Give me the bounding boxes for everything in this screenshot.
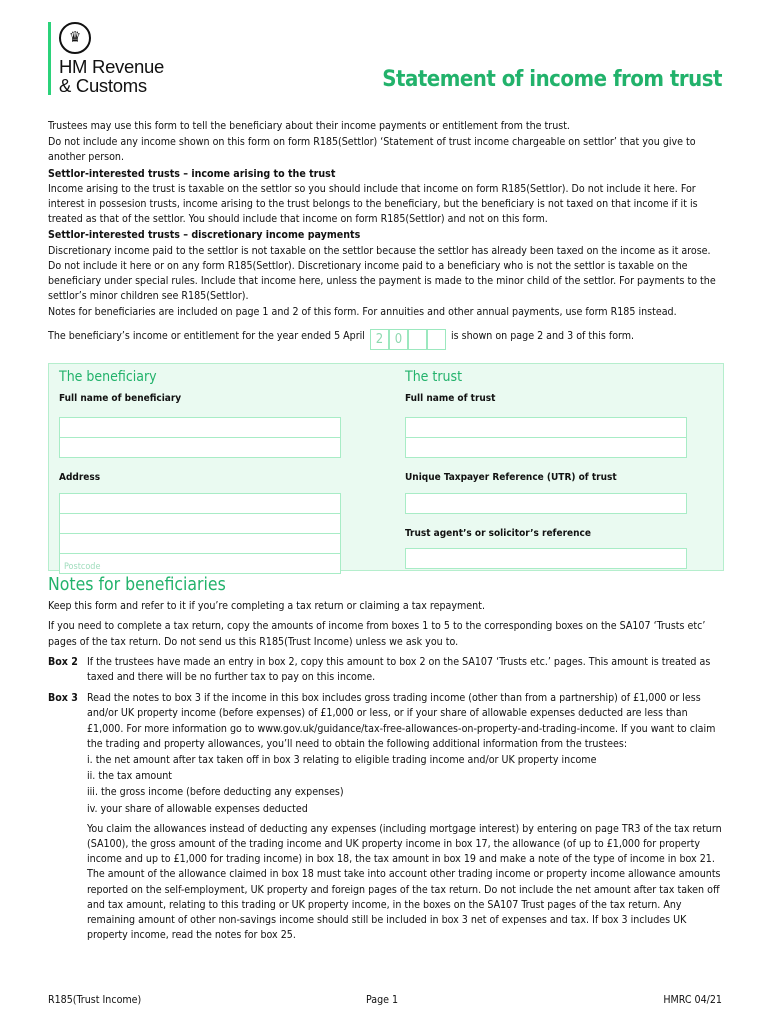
logo-line2: & Customs bbox=[59, 75, 147, 96]
address-label: Address bbox=[59, 472, 101, 484]
section-text: Income arising to the trust is taxable on the settlor so you should include that income on form R185(Settlor). Do not include it here. For interest in possesion trusts, income arising to the trust belongs to the beneficiary, but the beneficiary is not taxed on that income if it is treated as that of the settlor. You should include that income on form R185(Settlor) and not on this form. bbox=[48, 182, 698, 226]
trust-name-label: Full name of trust bbox=[405, 393, 496, 405]
section-heading: Settlor-interested trusts – discretionary income payments bbox=[48, 229, 361, 242]
list-item: ii. the tax amount bbox=[87, 770, 173, 783]
year-digit[interactable] bbox=[408, 329, 427, 350]
address-field[interactable] bbox=[59, 533, 341, 554]
year-digit[interactable]: 2 bbox=[370, 329, 389, 350]
year-digit[interactable] bbox=[427, 329, 446, 350]
notes-section bbox=[48, 575, 724, 944]
box2-note bbox=[48, 655, 724, 686]
list-item: i. the net amount after tax taken off in box 3 relating to eligible trading income and/or UK property income bbox=[87, 754, 597, 767]
trust-column bbox=[405, 370, 687, 569]
trust-name-field[interactable] bbox=[405, 417, 687, 438]
intro-text: Do not include any income shown on this form on form R185(Settlor) ‘Statement of trust income chargeable on settlor’ that you give to another person. bbox=[48, 136, 696, 164]
beneficiary-heading: The beneficiary bbox=[59, 369, 157, 385]
box3-label: Box 3 bbox=[48, 692, 78, 705]
crown-icon: ♛ bbox=[59, 22, 91, 54]
form-reference: R185(Trust Income) bbox=[48, 994, 142, 1006]
beneficiary-name-field[interactable] bbox=[59, 437, 341, 458]
page-number: Page 1 bbox=[366, 994, 399, 1006]
section-text: Discretionary income paid to the settlor is not taxable on the settlor because the settlor has already been taxed on the income as it arose. Do not include it here or on any form R185(Settlor). Discretionary income paid to a beneficiary who is not the settlor is taxable on the beneficiary under special rules. Include that income here, unless the payment is made to the minor child of the settlor. For payments to the settlor’s minor children see R185(Settlor). bbox=[48, 244, 716, 303]
box3-note bbox=[48, 691, 724, 944]
box3-text: Read the notes to box 3 if the income in this box includes gross trading income (other than from a partnership) of £1,000 or less and/or UK property income (before expenses) of £1,000 or less, or if your share of allowable expenses deducted are less than £1,000. For more information go to www.gov.uk/guidance/tax-free-allowances-on-property-and-trading-income. If you want to claim the trading and property allowances, you’ll need to obtain the following additional information from the trustees: bbox=[87, 692, 716, 750]
year-digit[interactable]: 0 bbox=[389, 329, 408, 350]
section-heading: Settlor-interested trusts – income arising to the trust bbox=[48, 167, 336, 180]
agent-reference-label: Trust agent’s or solicitor’s reference bbox=[405, 527, 591, 539]
year-input[interactable] bbox=[370, 329, 446, 350]
form-version: HMRC 04/21 bbox=[663, 994, 722, 1006]
intro-section bbox=[48, 119, 724, 351]
notes-line: Notes for beneficiaries are included on page 1 and 2 of this form. For annuities and other annual payments, use form R185 instead. bbox=[48, 306, 677, 319]
hmrc-logo bbox=[48, 22, 164, 95]
notes-text: Keep this form and refer to it if you’re completing a tax return or claiming a tax repayment. bbox=[48, 600, 485, 613]
utr-label: Unique Taxpayer Reference (UTR) of trust bbox=[405, 472, 617, 484]
page-title: Statement of income from trust bbox=[382, 67, 722, 92]
address-field[interactable] bbox=[59, 493, 341, 514]
beneficiary-name-label: Full name of beneficiary bbox=[59, 393, 182, 405]
utr-field[interactable] bbox=[405, 493, 687, 514]
postcode-field[interactable]: Postcode bbox=[59, 553, 341, 574]
year-line-before: The beneficiary’s income or entitlement for the year ended 5 April bbox=[48, 329, 365, 342]
year-line bbox=[48, 329, 724, 350]
beneficiary-name-field[interactable] bbox=[59, 417, 341, 438]
address-field[interactable] bbox=[59, 513, 341, 534]
box3-text: You claim the allowances instead of deducting any expenses (including mortgage interest) by entering on page TR3 of the tax return (SA100), the gross amount of the trading income and UK property income in box 17, the allowance (of up to £1,000 for property income and up to £1,000 for trading income) in box 18, the tax amount in box 19 and make a note of the type of income in box 21. The amount of the allowance claimed in box 18 must take into account other trading income or property income allowance amounts reported on the self-employment, UK property and foreign pages of the tax return. Do not include the net amount after tax taken off and tax amount, relating to this trading or UK property income, in the boxes on the SA107 Trust pages of the tax return. Any remaining amount of other non-savings income should still be included in box 3 net of expenses and tax. If box 3 includes UK property income, read the notes for box 25. bbox=[87, 822, 722, 942]
logo-line1: HM Revenue bbox=[59, 56, 164, 77]
details-panel bbox=[48, 363, 724, 571]
list-item: iv. your share of allowable expenses deducted bbox=[87, 802, 308, 815]
agent-reference-field[interactable] bbox=[405, 548, 687, 569]
notes-heading: Notes for beneficiaries bbox=[48, 575, 226, 595]
year-line-after: is shown on page 2 and 3 of this form. bbox=[451, 329, 635, 342]
intro-text: Trustees may use this form to tell the beneficiary about their income payments or entitlement from the trust. bbox=[48, 120, 570, 132]
beneficiary-column bbox=[59, 370, 341, 574]
list-item: iii. the gross income (before deducting any expenses) bbox=[87, 786, 344, 799]
box2-text: If the trustees have made an entry in box 2, copy this amount to box 2 on the SA107 ‘Trusts etc.’ pages. This amount is treated as taxed and there will be no further tax to pay on this income. bbox=[87, 655, 711, 684]
trust-heading: The trust bbox=[405, 369, 463, 385]
box2-label: Box 2 bbox=[48, 655, 78, 668]
trust-name-field[interactable] bbox=[405, 437, 687, 458]
notes-text: If you need to complete a tax return, copy the amounts of income from boxes 1 to 5 to the corresponding boxes on the SA107 ‘Trusts etc’ pages of the tax return. Do not send us this R185(Trust Income) unless we ask you to. bbox=[48, 620, 706, 648]
